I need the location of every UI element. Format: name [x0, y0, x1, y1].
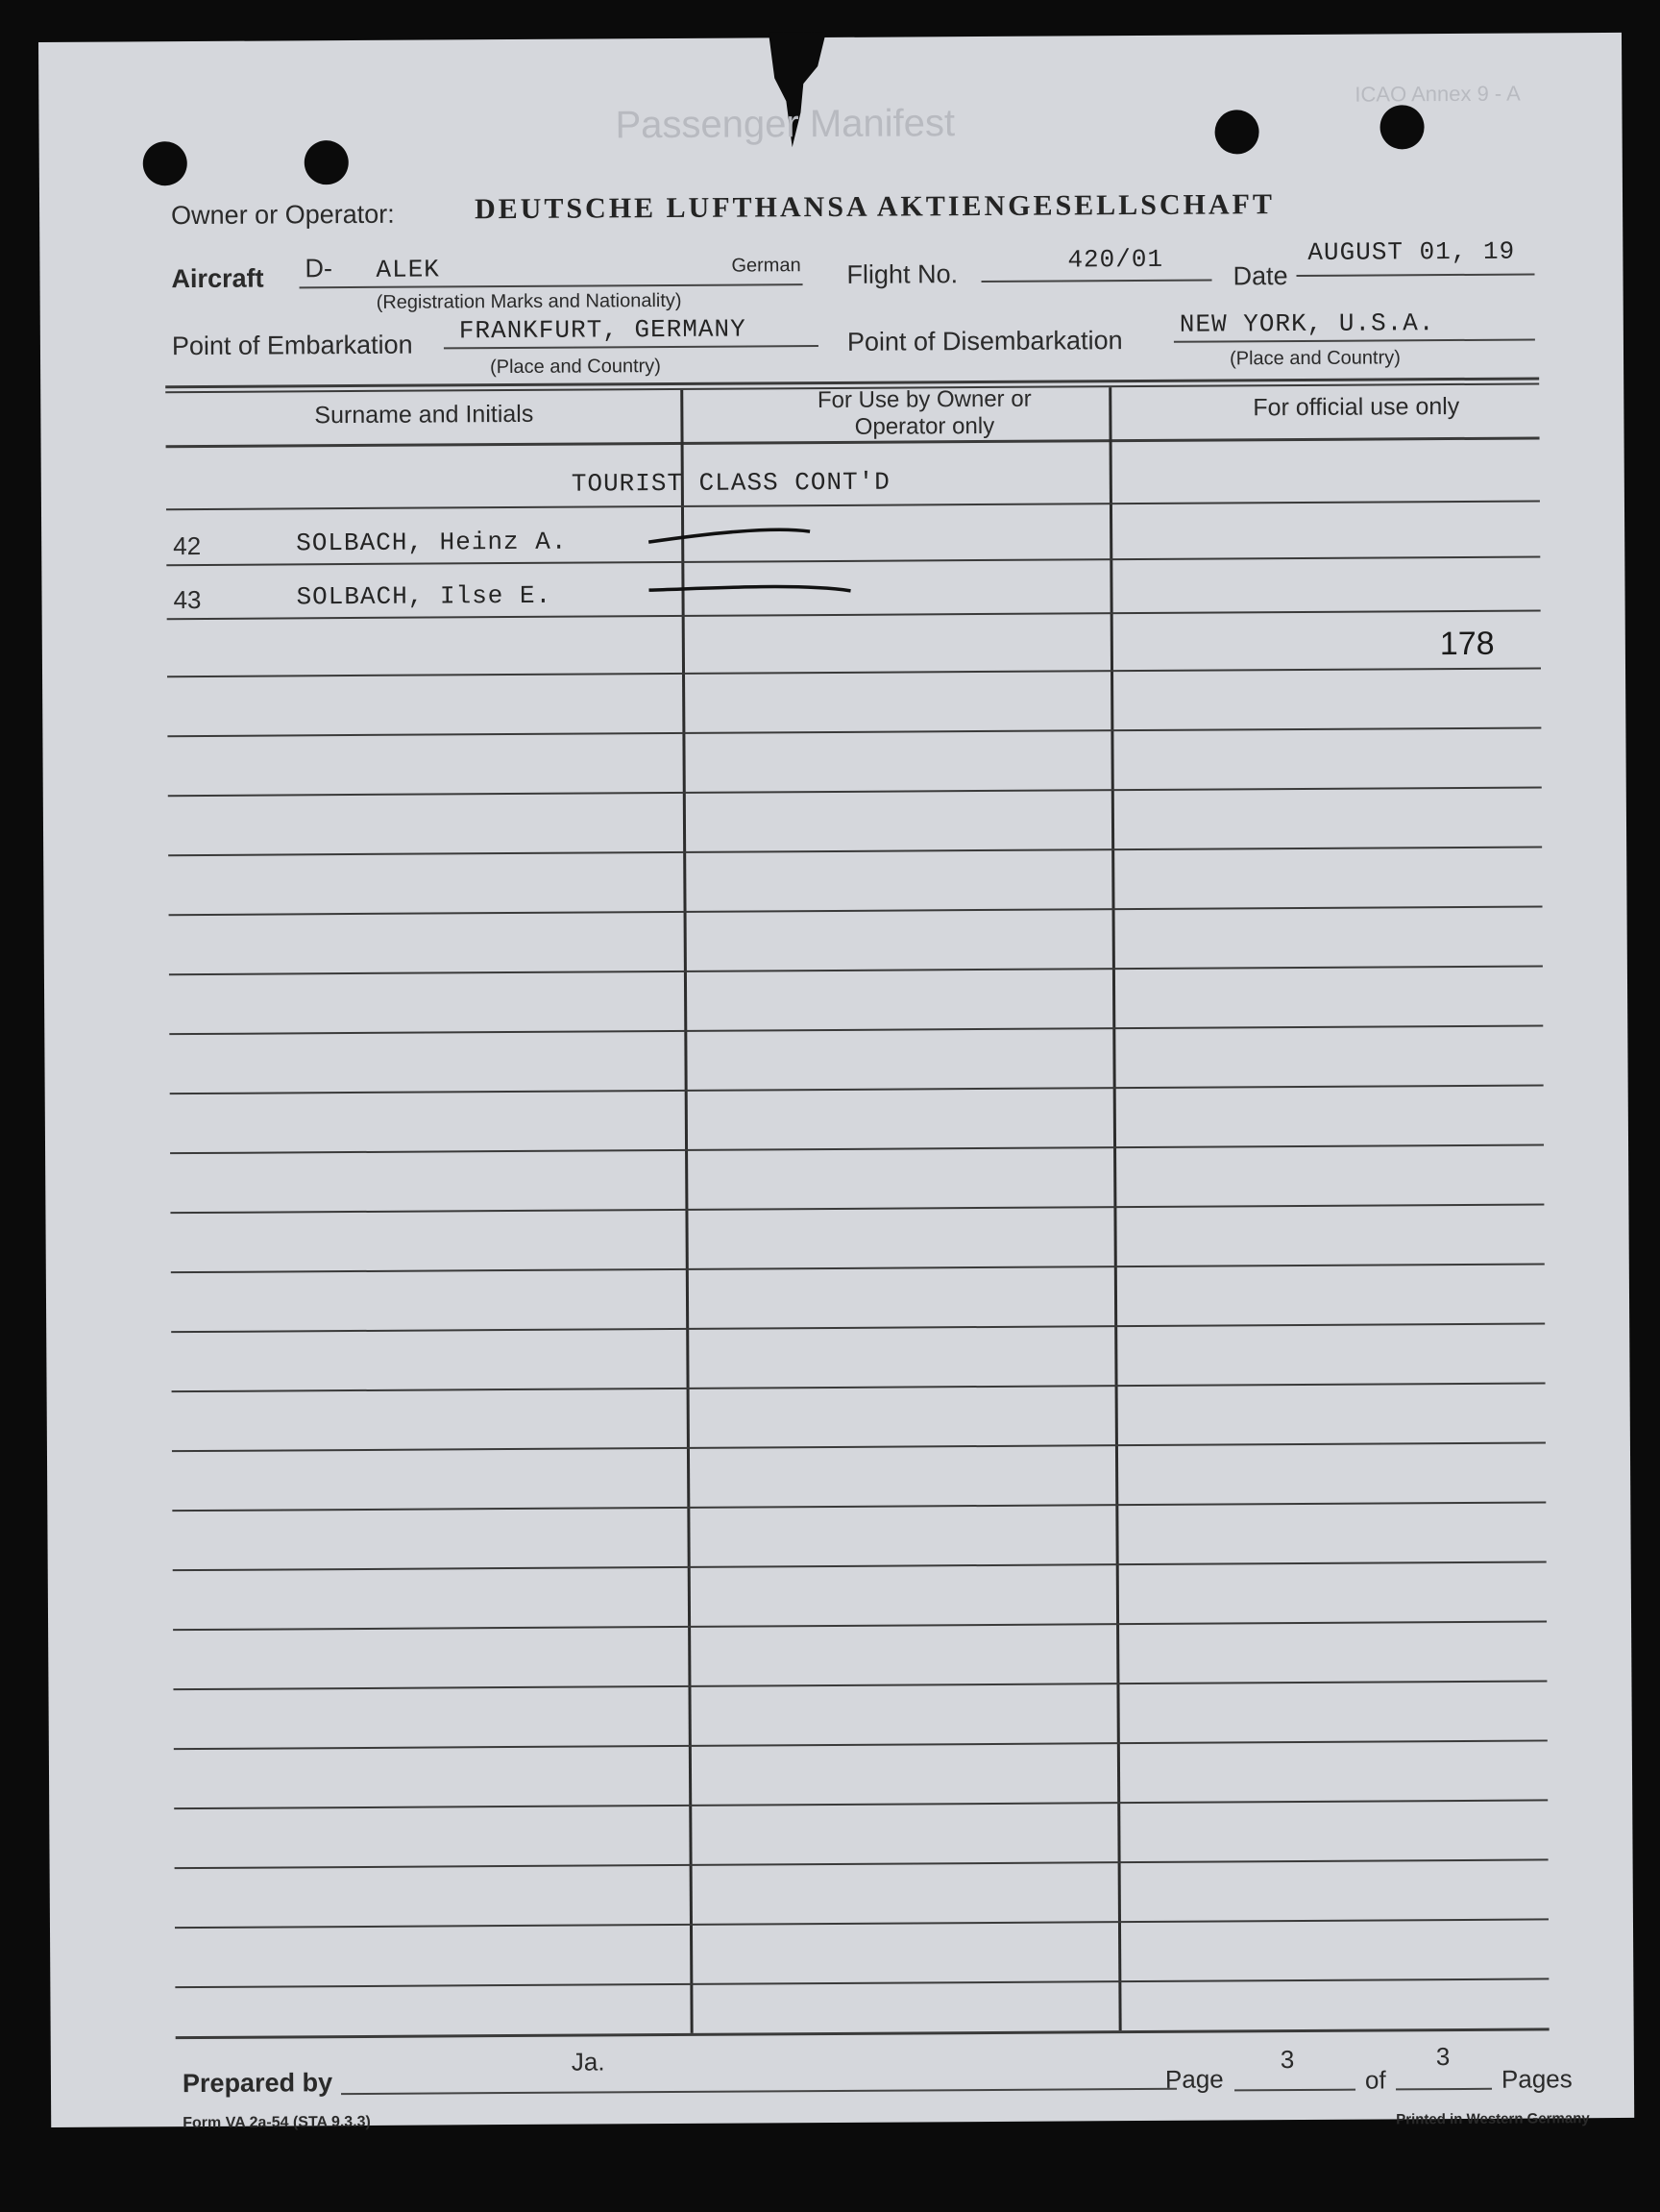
punch-hole-right-1: [1214, 110, 1258, 154]
section-label: TOURIST CLASS CONT'D: [571, 467, 891, 499]
total-pages: 3: [1435, 2042, 1451, 2072]
row-rule: [175, 1918, 1549, 1929]
passenger-name: SOLBACH, Heinz A.: [296, 527, 568, 558]
page-underline: [1234, 2089, 1355, 2092]
row-rule: [173, 1561, 1547, 1571]
pages-label: Pages: [1501, 2064, 1573, 2094]
disembarkation-underline: [1174, 338, 1535, 342]
column-divider-1: [680, 390, 693, 2033]
row-rule: [169, 1024, 1543, 1035]
flight-value: 420/01: [1067, 244, 1164, 275]
prepared-value: Ja.: [571, 2047, 605, 2077]
column-header-surname: Surname and Initials: [314, 400, 534, 430]
row-rule: [173, 1680, 1547, 1690]
embarkation-value: FRANKFURT, GERMANY: [458, 314, 746, 346]
row-rule: [171, 1263, 1545, 1273]
checkmark-stroke-1: [647, 512, 819, 552]
row-rule: [169, 965, 1543, 975]
row-rule: [170, 1084, 1544, 1094]
row-rule: [167, 667, 1541, 677]
aircraft-underline: [300, 283, 803, 288]
embarkation-caption: (Place and Country): [490, 356, 662, 379]
row-rule: [167, 726, 1541, 737]
row-rule: [172, 1441, 1546, 1452]
row-rule: [172, 1382, 1546, 1392]
punch-hole-right-2: [1379, 105, 1424, 149]
manifest-sheet: [38, 33, 1634, 2132]
aircraft-prefix: D-: [305, 254, 333, 283]
page-label: Page: [1164, 2064, 1224, 2094]
date-label: Date: [1233, 261, 1288, 291]
owner-label: Owner or Operator:: [171, 199, 395, 231]
row-rule: [170, 1203, 1544, 1214]
table-bottom-rule: [176, 2028, 1550, 2039]
page-number: 3: [1280, 2045, 1295, 2075]
row-rule: [168, 846, 1542, 856]
printed-note: Printed in Western Germany: [1396, 2110, 1590, 2128]
row-rule: [168, 786, 1542, 797]
prepared-underline: [341, 2088, 1177, 2095]
row-rule-2: [167, 609, 1541, 620]
row-rule: [174, 1739, 1548, 1750]
disembarkation-caption: (Place and Country): [1229, 347, 1401, 370]
passenger-number: 42: [173, 530, 202, 561]
row-rule: [171, 1322, 1545, 1333]
column-header-owner-use: For Use by Owner or Operator only: [817, 385, 1032, 440]
flight-label: Flight No.: [846, 259, 959, 289]
annex-label: ICAO Annex 9 - A: [1355, 81, 1521, 107]
checkmark-stroke-2: [647, 576, 858, 605]
aircraft-registration: ALEK: [376, 255, 440, 284]
row-rule: [172, 1501, 1546, 1512]
owner-value: DEUTSCHE LUFTHANSA AKTIENGESELLSCHAFT: [474, 188, 1276, 226]
row-rule: [175, 1858, 1549, 1869]
disembarkation-value: NEW YORK, U.S.A.: [1179, 308, 1435, 339]
punch-hole-left-2: [305, 140, 349, 184]
embarkation-underline: [444, 345, 818, 349]
row-rule: [170, 1143, 1544, 1154]
row-rule: [169, 905, 1543, 916]
row-rule: [175, 1978, 1549, 1988]
aircraft-caption: (Registration Marks and Nationality): [376, 289, 682, 313]
form-title: Passenger Manifest: [615, 102, 956, 147]
passenger-name: SOLBACH, Ilse E.: [296, 580, 552, 612]
flight-underline: [982, 280, 1212, 283]
punch-hole-left-1: [143, 141, 187, 185]
date-value: AUGUST 01, 19: [1307, 236, 1516, 267]
of-label: of: [1364, 2065, 1386, 2095]
row-rule: [173, 1620, 1547, 1631]
aircraft-nationality: German: [731, 255, 801, 277]
official-note: 178: [1439, 625, 1495, 663]
disembarkation-label: Point of Disembarkation: [846, 326, 1123, 356]
date-underline: [1297, 273, 1535, 277]
column-header-official: For official use only: [1253, 392, 1460, 422]
column-divider-2: [1109, 387, 1121, 2030]
of-underline: [1396, 2088, 1492, 2091]
form-code: Form VA 2a-54 (STA 9.3.3): [183, 2113, 371, 2132]
row-rule: [174, 1799, 1548, 1809]
passenger-number: 43: [173, 584, 202, 615]
row-rule-1: [166, 555, 1540, 566]
aircraft-label: Aircraft: [171, 263, 264, 294]
embarkation-label: Point of Embarkation: [171, 330, 413, 361]
row-rule-0: [166, 500, 1540, 510]
prepared-label: Prepared by: [182, 2068, 333, 2099]
